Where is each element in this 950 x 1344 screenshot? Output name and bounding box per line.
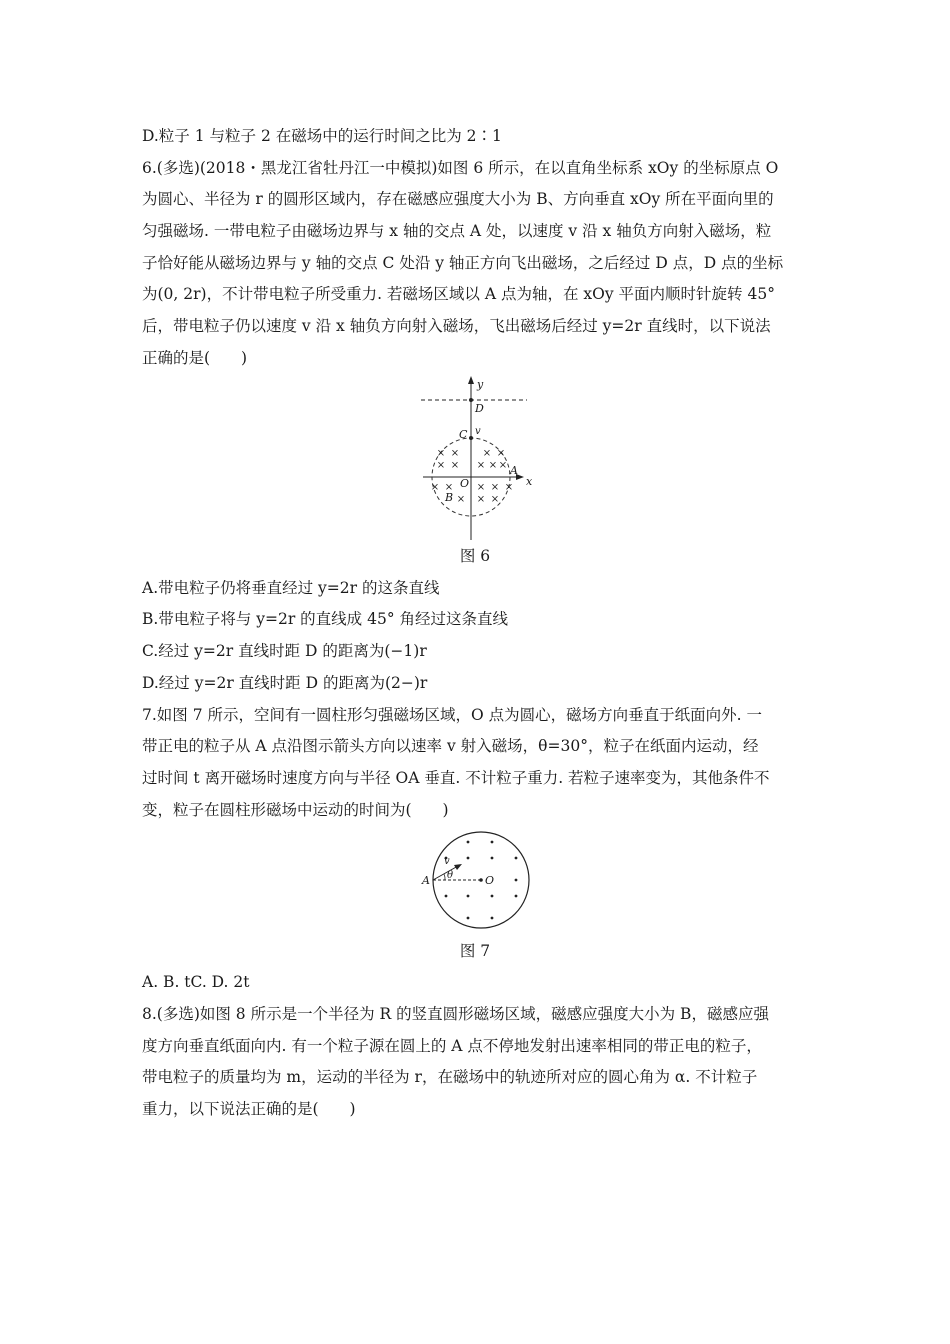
- q7-text-line-4: 变，粒子在圆柱形磁场中运动的时间为( ): [142, 801, 449, 819]
- q8-text-line-1: 8.(多选)如图 8 所示是一个半径为 R 的竖直圆形磁场区域，磁感应强度大小为 B，磁感应强: [142, 1005, 769, 1023]
- svg-text:×: ×: [490, 482, 500, 493]
- q6-text-line-2: 为圆心、半径为 r 的圆形区域内，存在磁感应强度大小为 B、方向垂直 xOy 所在平面向里的: [142, 190, 774, 208]
- label-a: A: [510, 464, 518, 477]
- figure-7-diagram: [418, 828, 538, 932]
- q6-text-line-6: 后，带电粒子仍以速度 v 沿 x 轴负方向射入磁场，飞出磁场后经过 y=2r 直线时，以下说法: [142, 317, 771, 335]
- q7-options: A. B. tC. D. 2t: [142, 973, 250, 991]
- svg-text:×: ×: [498, 460, 508, 471]
- q6-text-line-5: 为(0, 2r)，不计带电粒子所受重力. 若磁场区域以 A 点为轴，在 xOy 平面内顺时针旋转 45°: [142, 285, 775, 303]
- label-v: v: [444, 856, 450, 867]
- q8-text-line-2: 度方向垂直纸面向内. 有一个粒子源在圆上的 A 点不停地发射出速率相同的带正电的粒子，: [142, 1037, 762, 1055]
- svg-text:×: ×: [496, 448, 506, 459]
- q6-text-line-3: 匀强磁场. 一带电粒子由磁场边界与 x 轴的交点 A 处，以速度 v 沿 x 轴负方向射入磁场，粒: [142, 222, 772, 240]
- q6-text-line-7: 正确的是( ): [142, 349, 248, 367]
- svg-text:×: ×: [456, 494, 466, 505]
- label-x: x: [526, 475, 533, 488]
- q6-option-c: C.经过 y=2r 直线时距 D 的距离为(−1)r: [142, 642, 427, 660]
- svg-text:×: ×: [436, 448, 446, 459]
- label-theta: θ: [447, 870, 454, 881]
- q6-option-a: A.带电粒子仍将垂直经过 y=2r 的这条直线: [142, 579, 440, 597]
- label-a: A: [422, 874, 430, 887]
- svg-text:×: ×: [504, 482, 514, 493]
- q6-text-line-4: 子恰好能从磁场边界与 y 轴的交点 C 处沿 y 轴正方向飞出磁场，之后经过 D 点，D 点的坐标: [142, 254, 784, 272]
- label-c: C: [459, 428, 468, 441]
- label-o: O: [485, 874, 495, 887]
- svg-text:×: ×: [444, 482, 454, 493]
- label-y: y: [477, 378, 484, 391]
- q7-text-line-1: 7.如图 7 所示，空间有一圆柱形匀强磁场区域，O 点为圆心，磁场方向垂直于纸面向外. 一: [142, 706, 762, 724]
- label-v: v: [475, 426, 481, 437]
- q6-text-line-1: 6.(多选)(2018・黑龙江省牡丹江一中模拟)如图 6 所示，在以直角坐标系 xOy 的坐标原点 O: [142, 159, 779, 177]
- q6-option-d: D.经过 y=2r 直线时距 D 的距离为(2−)r: [142, 674, 428, 692]
- svg-text:×: ×: [488, 460, 498, 471]
- svg-text:×: ×: [482, 448, 492, 459]
- svg-text:×: ×: [490, 494, 500, 505]
- label-d: D: [475, 402, 484, 415]
- svg-text:×: ×: [476, 460, 486, 471]
- svg-text:×: ×: [476, 482, 486, 493]
- svg-text:×: ×: [450, 460, 460, 471]
- q6-option-b: B.带电粒子将与 y=2r 的直线成 45° 角经过这条直线: [142, 610, 509, 628]
- q8-text-line-4: 重力，以下说法正确的是( ): [142, 1100, 356, 1118]
- q7-text-line-2: 带正电的粒子从 A 点沿图示箭头方向以速率 v 射入磁场，θ=30°，粒子在纸面内运动，经: [142, 737, 759, 755]
- figure-6-caption: 图 6: [459, 547, 491, 565]
- label-b: B: [445, 491, 454, 504]
- svg-text:×: ×: [476, 494, 486, 505]
- svg-text:×: ×: [430, 482, 440, 493]
- q8-text-line-3: 带电粒子的质量均为 m，运动的半径为 r，在磁场中的轨迹所对应的圆心角为 α. 不计粒子: [142, 1068, 758, 1086]
- figure-6-diagram: [415, 372, 545, 542]
- q7-text-line-3: 过时间 t 离开磁场时速度方向与半径 OA 垂直. 不计粒子重力. 若粒子速率变为，其他条件不: [142, 769, 770, 787]
- svg-text:×: ×: [450, 448, 460, 459]
- figure-7-caption: 图 7: [459, 942, 491, 960]
- label-o: O: [460, 477, 470, 490]
- svg-text:×: ×: [436, 460, 446, 471]
- q5-option-d: D.粒子 1 与粒子 2 在磁场中的运行时间之比为 2∶1: [142, 127, 502, 145]
